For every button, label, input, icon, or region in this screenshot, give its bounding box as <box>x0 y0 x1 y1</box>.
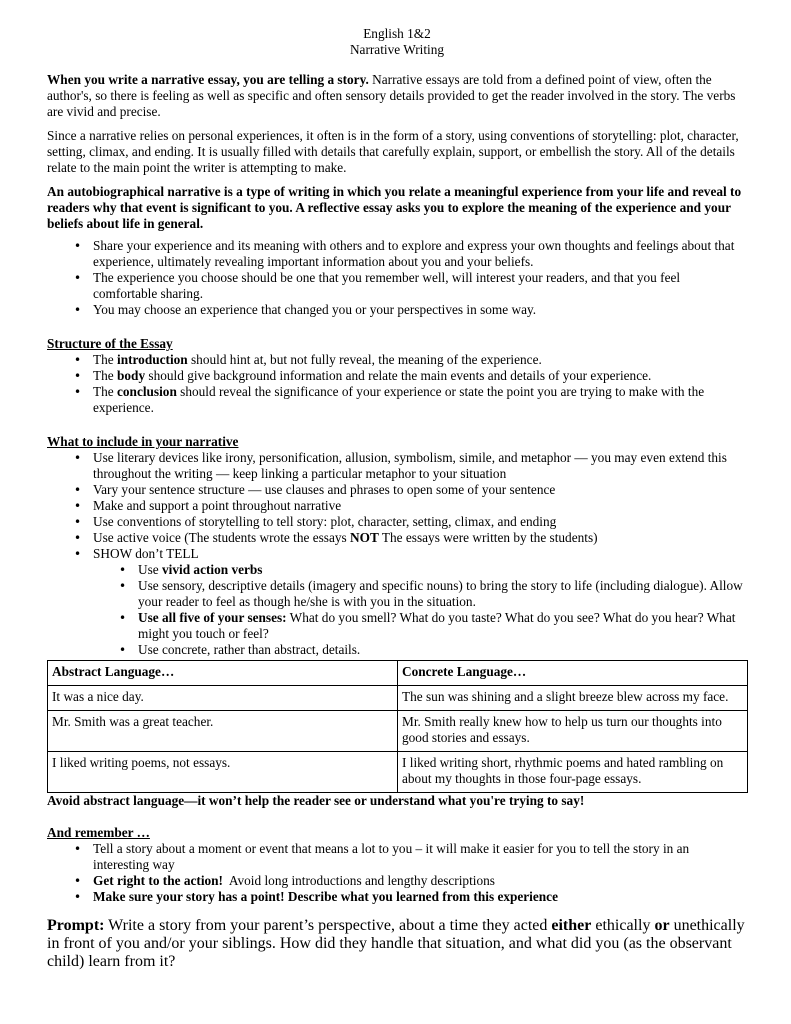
list-item: • Make and support a point throughout narrative <box>47 498 747 514</box>
list-item <box>47 610 747 642</box>
list-item <box>47 889 747 905</box>
list-item <box>47 352 747 368</box>
item-text: should give background information and relate the main events and details of your experience. <box>145 368 652 383</box>
list-item: • Share your experience and its meaning with others and to explore and express your own thoughts and feelings about that experience, ultimately revealing important information about you and your beliefs. <box>47 238 747 270</box>
item-text: The <box>93 384 117 399</box>
document-page <box>47 26 747 971</box>
list-item: • The experience you choose should be one that you remember well, will interest your readers, and that you feel comfortable sharing. <box>47 270 747 302</box>
intro-text: Narrative essays are told from a defined point of view, often the author's, so there is feeling as well as specific and often sensory details provided to get the reader involved in the story. The verbs are vivid and precise. <box>47 72 736 119</box>
item-text: should hint at, but not fully reveal, the meaning of the experience. <box>187 352 542 367</box>
item-keyword: Make sure your story has a point! Describe what you learned from this experience <box>93 889 558 904</box>
table-cell: I liked writing short, rhythmic poems and hated rambling on about my thoughts in those four-page essays. <box>398 752 748 793</box>
item-text: Avoid long introductions and lengthy descriptions <box>222 873 495 888</box>
table-cell: Mr. Smith was a great teacher. <box>48 711 398 752</box>
avoid-abstract-note <box>47 793 747 809</box>
intro-paragraph-3 <box>47 184 747 232</box>
autobiographical-definition: An autobiographical narrative is a type of writing in which you relate a meaningful experience from your life and reveal to readers why that event is significant to you. A reflective essay asks you to explore the meaning of the experience and your beliefs about life in general. <box>47 184 742 231</box>
item-keyword: vivid action verbs <box>162 562 263 577</box>
intro-paragraph-2: Since a narrative relies on personal experiences, it often is in the form of a story, using conventions of storytelling: plot, character, setting, climax, and ending. It is usually filled with details that carefully explain, support, or embellish the story. All of the details relate to the main point the writer is attempting to make. <box>47 128 739 175</box>
item-keyword: Get right to the action! <box>93 873 223 888</box>
table-cell: Mr. Smith really knew how to help us turn our thoughts into good stories and essays. <box>398 711 748 752</box>
prompt-text: unethically in front of you and/or your siblings. How did they handle that situation, and what did you (as the observant child) learn from it? <box>47 917 745 970</box>
item-text: What do you smell? What do you taste? What do you see? What do you hear? What might you touch or feel? <box>138 610 736 641</box>
prompt-label: Prompt: <box>47 917 105 934</box>
structure-heading: Structure of the Essay <box>47 336 173 351</box>
list-item: • Use conventions of storytelling to tell story: plot, character, setting, climax, and ending <box>47 514 747 530</box>
item-text: The <box>93 352 117 367</box>
list-item <box>47 562 747 578</box>
show-tell-sublist <box>47 562 747 658</box>
structure-list <box>47 352 747 416</box>
list-item: • SHOW don’t TELL <box>47 546 747 562</box>
abstract-column-header: Abstract Language… <box>48 661 398 686</box>
item-keyword: conclusion <box>117 384 177 399</box>
list-item <box>47 873 747 889</box>
item-keyword: NOT <box>350 530 379 545</box>
course-title: English 1&2 <box>363 26 431 41</box>
table-header-row <box>48 661 748 686</box>
list-item <box>47 530 747 546</box>
document-title: Narrative Writing <box>349 42 445 57</box>
intro-lead: When you write a narrative essay, you are telling a story. <box>47 72 369 87</box>
item-keyword: body <box>117 368 146 383</box>
include-heading: What to include in your narrative <box>47 434 239 449</box>
writing-prompt <box>47 917 747 971</box>
intro-paragraph-1 <box>47 72 747 120</box>
intro-bullets <box>47 238 747 318</box>
table-cell: The sun was shining and a slight breeze blew across my face. <box>398 686 748 711</box>
list-item: • Use sensory, descriptive details (imagery and specific nouns) to bring the story to life (including dialogue). Allow your reader to feel as though he/she is with you in the situation. <box>47 578 747 610</box>
item-keyword: introduction <box>117 352 188 367</box>
prompt-emphasis: or <box>654 917 670 934</box>
table-row <box>48 686 748 711</box>
item-text: Use active voice (The students wrote the essays <box>93 530 350 545</box>
item-text: The essays were written by the students) <box>378 530 598 545</box>
item-text: should reveal the significance of your experience or state the point you are trying to make with the experience. <box>93 384 705 415</box>
remember-heading: And remember … <box>47 825 150 840</box>
list-item: • Vary your sentence structure — use clauses and phrases to open some of your sentence <box>47 482 747 498</box>
list-item: • Tell a story about a moment or event that means a lot to you – it will make it easier for you to tell the story in an interesting way <box>47 841 747 873</box>
table-row <box>48 752 748 793</box>
item-text: Use <box>138 562 163 577</box>
document-header <box>47 26 747 58</box>
list-item <box>47 384 747 416</box>
language-comparison-table <box>47 660 748 793</box>
prompt-text: Write a story from your parent’s perspective, about a time they acted <box>104 917 552 934</box>
prompt-text: ethically <box>591 917 655 934</box>
item-keyword: Use all five of your senses: <box>138 610 287 625</box>
include-list <box>47 450 747 562</box>
prompt-emphasis: either <box>551 917 592 934</box>
remember-list <box>47 841 747 905</box>
avoid-text: Avoid abstract language—it won’t help the reader see or understand what you're trying to say! <box>47 793 585 808</box>
item-text: The <box>93 368 117 383</box>
list-item: • Use literary devices like irony, personification, allusion, symbolism, simile, and metaphor — you may even extend this throughout the writing — keep linking a particular metaphor to your situation <box>47 450 747 482</box>
list-item <box>47 368 747 384</box>
list-item: • Use concrete, rather than abstract, details. <box>47 642 747 658</box>
list-item: • You may choose an experience that changed you or your perspectives in some way. <box>47 302 747 318</box>
table-row <box>48 711 748 752</box>
table-cell: I liked writing poems, not essays. <box>48 752 398 793</box>
concrete-column-header: Concrete Language… <box>398 661 748 686</box>
table-cell: It was a nice day. <box>48 686 398 711</box>
